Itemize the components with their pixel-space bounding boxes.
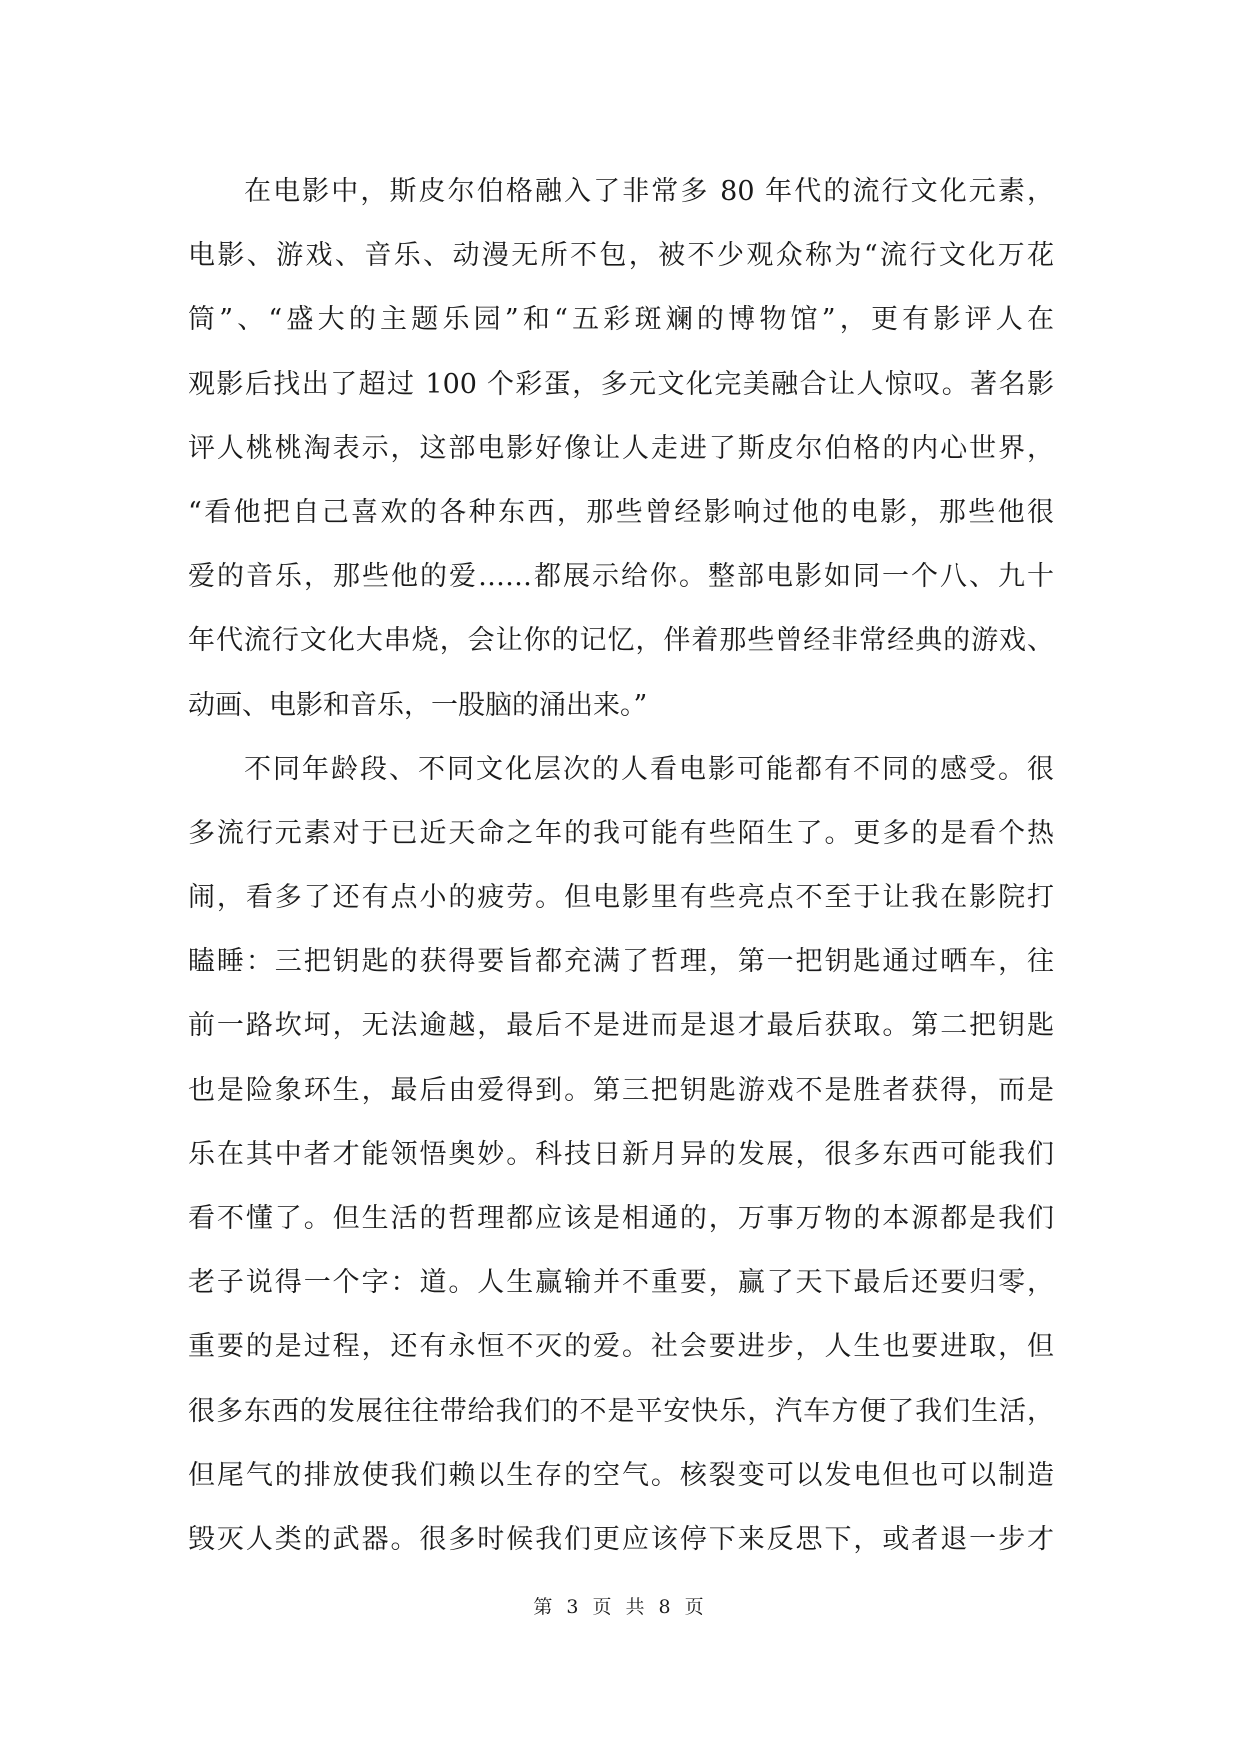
text-line: 动画、电影和音乐，一股脑的涌出来。”: [188, 689, 648, 721]
text-line: 爱的音乐，那些他的爱……都展示给你。整部电影如同一个八、九十: [188, 561, 1054, 593]
text-line: 但尾气的排放使我们赖以生存的空气。核裂变可以发电但也可以制造: [188, 1459, 1054, 1491]
text-line: 观影后找出了超过 100 个彩蛋，多元文化完美融合让人惊叹。著名影: [188, 368, 1054, 400]
text-line: 乐在其中者才能领悟奥妙。科技日新月异的发展，很多东西可能我们: [188, 1138, 1054, 1170]
text-line: 年代流行文化大串烧，会让你的记忆，伴着那些曾经非常经典的游戏、: [188, 625, 1054, 657]
paragraph-2: [188, 738, 1054, 1572]
body-text: [188, 160, 1054, 1572]
text-line: “看他把自己喜欢的各种东西，那些曾经影响过他的电影，那些他很: [188, 496, 1054, 528]
text-line: 多流行元素对于已近天命之年的我可能有些陌生了。更多的是看个热: [188, 817, 1054, 849]
text-line: 前一路坎坷，无法逾越，最后不是进而是退才最后获取。第二把钥匙: [188, 1010, 1054, 1042]
text-line: 看不懂了。但生活的哲理都应该是相通的，万事万物的本源都是我们: [188, 1203, 1054, 1234]
text-line: 很多东西的发展往往带给我们的不是平安快乐，汽车方便了我们生活，: [188, 1395, 1054, 1427]
text-line: 老子说得一个字：道。人生赢输并不重要，赢了天下最后还要归零，: [188, 1267, 1054, 1299]
paragraph-1: [188, 160, 1054, 738]
page-number-footer: 第 3 页 共 8 页: [533, 1596, 708, 1618]
text-line: 瞌睡：三把钥匙的获得要旨都充满了哲理，第一把钥匙通过晒车，往: [188, 946, 1054, 978]
text-line: 闹，看多了还有点小的疲劳。但电影里有些亮点不至于让我在影院打: [188, 882, 1054, 914]
text-line: 重要的是过程，还有永恒不灭的爱。社会要进步，人生也要进取，但: [188, 1331, 1054, 1363]
text-line: 评人桃桃淘表示，这部电影好像让人走进了斯皮尔伯格的内心世界，: [188, 432, 1054, 464]
text-line: 筒”、“盛大的主题乐园”和“五彩斑斓的博物馆”，更有影评人在: [188, 304, 1054, 336]
text-line: 在电影中，斯皮尔伯格融入了非常多 80 年代的流行文化元素，: [244, 176, 1054, 207]
text-line: 电影、游戏、音乐、动漫无所不包，被不少观众称为“流行文化万花: [188, 240, 1054, 272]
text-line: 不同年龄段、不同文化层次的人看电影可能都有不同的感受。很: [244, 753, 1054, 785]
text-line: 毁灭人类的武器。很多时候我们更应该停下来反思下，或者退一步才: [188, 1523, 1054, 1555]
text-line: 也是险象环生，最后由爱得到。第三把钥匙游戏不是胜者获得，而是: [188, 1074, 1054, 1106]
